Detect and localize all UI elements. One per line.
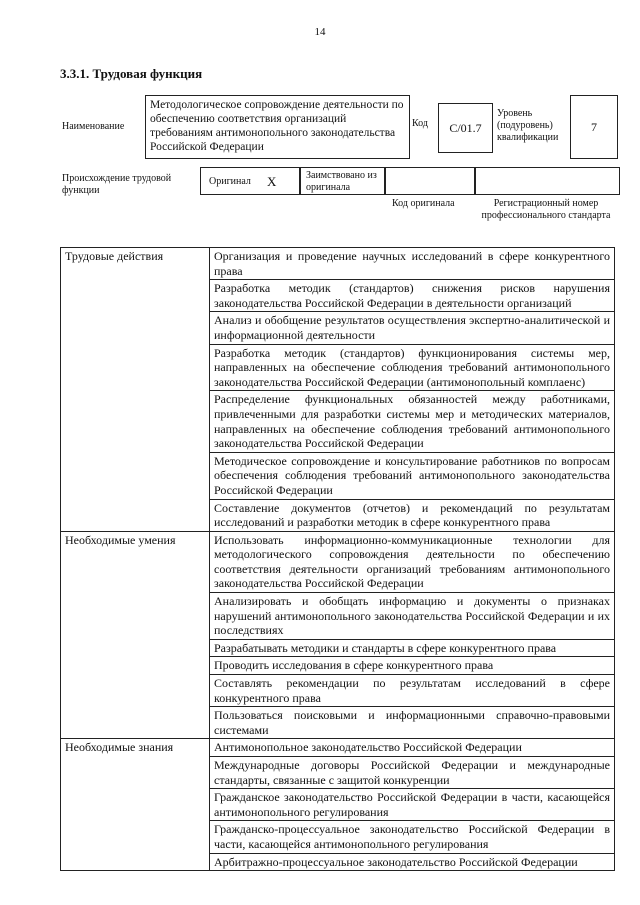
table-row <box>61 531 615 592</box>
name-label: Наименование <box>62 121 125 132</box>
original-mark: X <box>267 174 277 189</box>
item-cell: Анализировать и обобщать информацию и документы о признаках нарушений антимонопольного законодательства Российской Федерации и их последствиях <box>210 593 615 640</box>
code-value-box: C/01.7 <box>438 103 493 153</box>
item-cell: Гражданское законодательство Российской Федерации в части, касающейся антимонопольного регулирования <box>210 789 615 821</box>
category-cell: Необходимые знания <box>61 739 210 871</box>
item-cell: Антимонопольное законодательство Российской Федерации <box>210 739 615 757</box>
category-cell: Необходимые умения <box>61 531 210 739</box>
item-cell: Методическое сопровождение и консультирование работников по вопросам обеспечения соблюдения требований антимонопольного законодательства Российской Федерации <box>210 452 615 499</box>
item-cell: Проводить исследования в сфере конкурентного права <box>210 657 615 675</box>
item-cell: Гражданско-процессуальное законодательство Российской Федерации в части, касающейся антимонопольного регулирования <box>210 821 615 853</box>
item-cell: Распределение функциональных обязанностей между работниками, привлеченными для разработки системы мер и методических материалов, направленных на обеспечение соблюдения требований антимонопольного законодательства Российской Федерации <box>210 391 615 452</box>
category-cell: Трудовые действия <box>61 248 210 532</box>
item-cell: Разработка методик (стандартов) снижения рисков нарушения законодательства Российской Федерации в деятельности организаций <box>210 280 615 312</box>
registration-number-cell <box>475 167 620 195</box>
section-title: 3.3.1. Трудовая функция <box>60 66 203 81</box>
code-label: Код <box>412 118 428 129</box>
item-cell: Использовать информационно-коммуникационные технологии для методологического сопровождения деятельности по обеспечению соответствия деятельности организаций требованиям антимонопольного законодательства Российской Федерации <box>210 531 615 592</box>
original-code-caption: Код оригинала <box>392 198 455 209</box>
original-cell <box>200 167 300 195</box>
original-label: Оригинал <box>209 176 251 187</box>
borrowed-label: Заимствовано из оригинала <box>306 170 377 193</box>
item-cell: Пользоваться поисковыми и информационными справочно-правовыми системами <box>210 707 615 739</box>
item-cell: Разработка методик (стандартов) функционирования системы мер, направленных на обеспечение соблюдения требований антимонопольного законодательства Российской Федерации (антимонопольный комплаенс) <box>210 344 615 391</box>
function-details-table <box>60 247 615 871</box>
item-cell: Разрабатывать методики и стандарты в сфере конкурентного права <box>210 639 615 657</box>
item-cell: Арбитражно-процессуальное законодательство Российской Федерации <box>210 853 615 871</box>
item-cell: Составление документов (отчетов) и рекомендаций по результатам исследований и разработки методик в сфере конкурентного права <box>210 499 615 531</box>
qualification-level-box: 7 <box>570 95 618 159</box>
origin-label: Происхождение трудовой функции <box>62 173 172 196</box>
registration-number-caption: Регистрационный номер профессионального стандарта <box>481 198 611 221</box>
borrowed-cell <box>300 167 385 195</box>
table-row <box>61 739 615 757</box>
item-cell: Организация и проведение научных исследований в сфере конкурентного права <box>210 248 615 280</box>
qualification-level-label: Уровень (подуровень) квалификации <box>497 108 559 143</box>
item-cell: Составлять рекомендации по результатам исследований в сфере конкурентного права <box>210 675 615 707</box>
origin-row <box>200 167 620 195</box>
function-name-box: Методологическое сопровождение деятельности по обеспечению соответствия организаций требованиям антимонопольного законодательства Российской Федерации <box>145 95 410 159</box>
table-row <box>61 248 615 280</box>
page-number: 14 <box>314 26 326 38</box>
item-cell: Анализ и обобщение результатов осуществления экспертно-аналитической и информационной деятельности <box>210 312 615 344</box>
item-cell: Международные договоры Российской Федерации и международные стандарты, связанные с защитой конкуренции <box>210 757 615 789</box>
original-code-cell <box>385 167 475 195</box>
